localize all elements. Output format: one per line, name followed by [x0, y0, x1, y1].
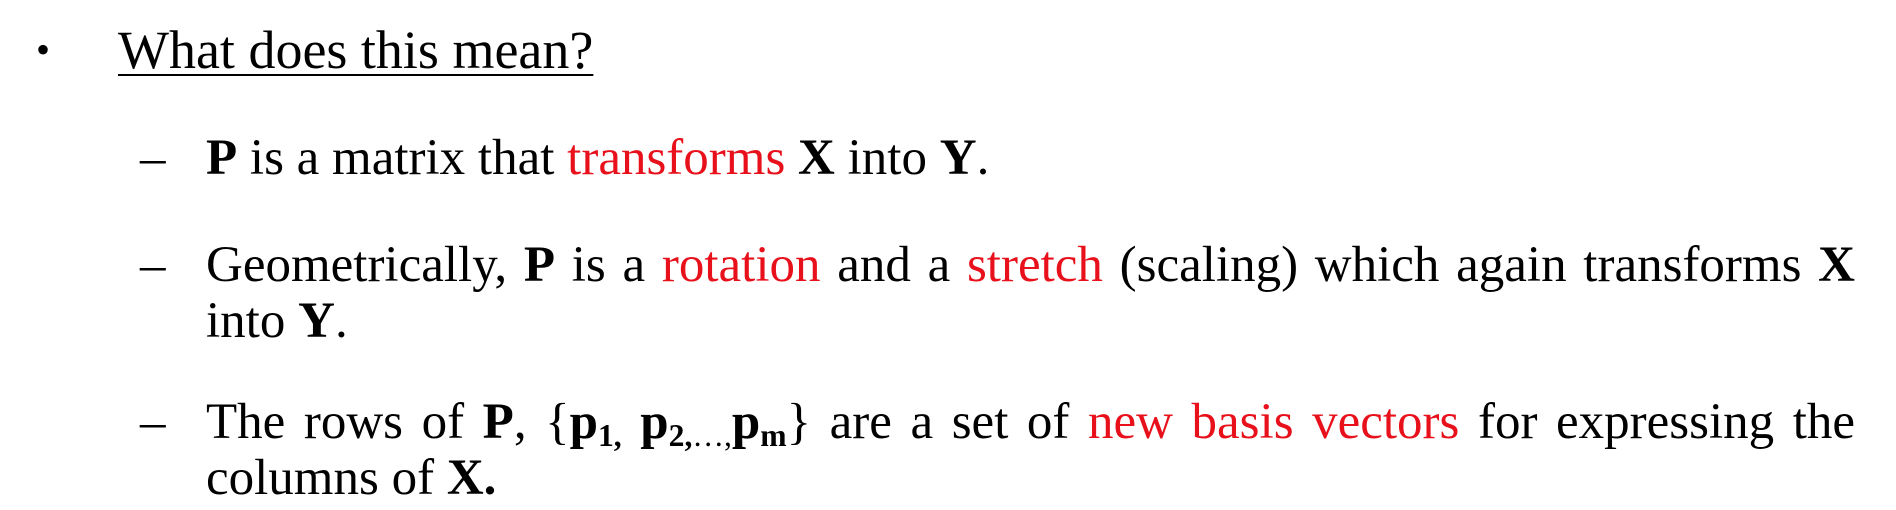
symbol-p: P	[482, 394, 514, 450]
vector-subscript: m	[760, 417, 787, 453]
vector-letter: p	[731, 394, 761, 450]
text-run: } are a set of	[786, 394, 1088, 450]
text-run: into	[206, 293, 299, 349]
text-run	[785, 130, 798, 186]
bullet-icon: •	[36, 27, 51, 72]
highlight-rotation: rotation	[661, 237, 821, 293]
vector-p2	[640, 394, 693, 453]
text-run: Geometrically,	[206, 237, 524, 293]
list-item-text	[206, 237, 1855, 349]
text-run: for expressing the columns of	[206, 394, 1855, 506]
text-run: into	[834, 130, 940, 186]
symbol-x: X	[1818, 237, 1855, 293]
ellipsis: …,	[692, 417, 732, 453]
dash-icon: –	[140, 394, 166, 450]
symbol-y: Y	[298, 293, 335, 349]
text-run: .	[976, 130, 990, 186]
text-run: , {	[513, 394, 570, 450]
vector-subscript: 1,	[598, 417, 622, 453]
slide-heading: What does this mean?	[118, 20, 594, 80]
vector-letter: p	[640, 394, 669, 450]
highlight-new-basis-vectors: new basis vectors	[1088, 394, 1460, 450]
vector-pm	[731, 394, 787, 453]
list-item-text	[206, 130, 1855, 186]
symbol-p: P	[206, 130, 238, 186]
dash-icon: –	[140, 130, 166, 186]
vector-subscript: 2,	[668, 417, 693, 453]
symbol-x: X.	[446, 450, 497, 506]
symbol-p: P	[523, 237, 556, 293]
text-run: .	[334, 293, 348, 349]
symbol-x: X	[798, 130, 835, 186]
text-run: The rows of	[206, 394, 483, 450]
dash-icon: –	[140, 237, 166, 293]
highlight-transforms: transforms	[567, 130, 786, 186]
vector-letter: p	[569, 394, 598, 450]
list-item-text	[206, 394, 1855, 506]
text-run: (scaling) which again transforms	[1102, 237, 1819, 293]
text-run: is a matrix that	[237, 130, 568, 186]
heading-line	[36, 18, 593, 82]
text-run: is a	[555, 237, 662, 293]
highlight-stretch: stretch	[966, 237, 1103, 293]
text-run: and a	[820, 237, 967, 293]
symbol-y: Y	[939, 130, 977, 186]
vector-p1	[569, 394, 622, 453]
